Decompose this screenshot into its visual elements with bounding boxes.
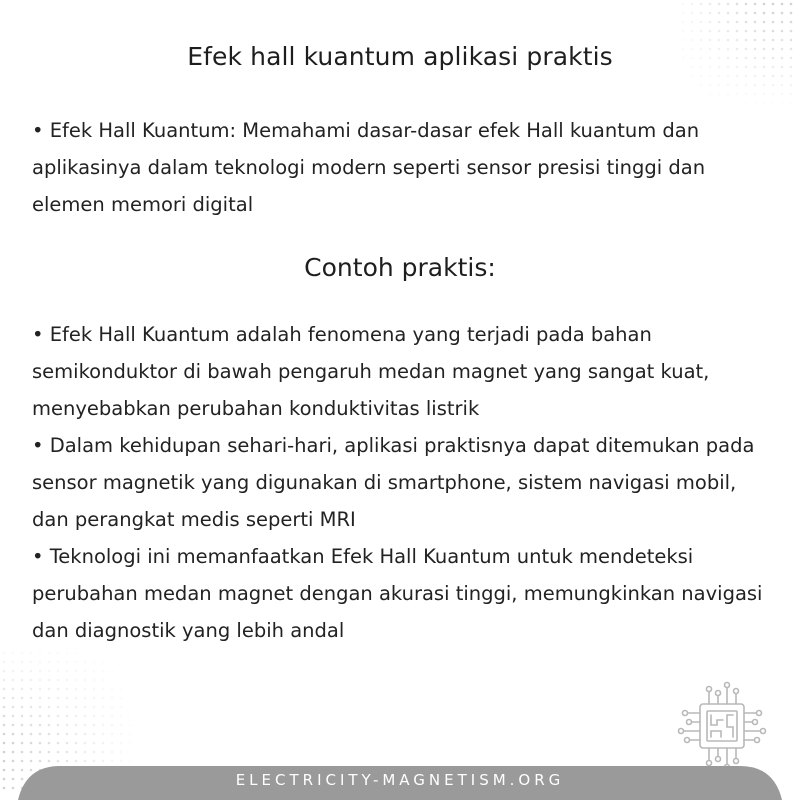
decorative-dot <box>129 724 132 727</box>
decorative-dot <box>39 706 42 709</box>
decorative-dot <box>30 742 33 745</box>
decorative-dot <box>48 679 51 682</box>
decorative-dot <box>48 652 51 655</box>
decorative-dot <box>39 697 42 700</box>
decorative-dot <box>727 39 730 42</box>
decorative-dot <box>772 21 775 24</box>
decorative-dot <box>21 706 24 709</box>
decorative-dot <box>66 652 69 655</box>
decorative-dot <box>3 652 6 655</box>
decorative-dot <box>691 3 694 6</box>
decorative-dot <box>12 751 15 754</box>
decorative-dot <box>21 751 24 754</box>
decorative-dot <box>48 706 51 709</box>
decorative-dot <box>93 661 96 664</box>
decorative-dot <box>48 733 51 736</box>
decorative-dot <box>772 102 775 105</box>
decorative-dot <box>709 93 712 96</box>
decorative-dot <box>12 661 15 664</box>
decorative-dot <box>111 688 114 691</box>
decorative-dot <box>754 102 757 105</box>
decorative-dot <box>3 661 6 664</box>
decorative-dot <box>781 3 784 6</box>
decorative-dot <box>21 652 24 655</box>
decorative-dot <box>12 688 15 691</box>
decorative-dot <box>75 751 78 754</box>
decorative-dot <box>763 39 766 42</box>
decorative-dot <box>727 12 730 15</box>
decorative-dot <box>772 39 775 42</box>
decorative-dot <box>30 679 33 682</box>
decorative-dot <box>120 751 123 754</box>
decorative-dot <box>102 742 105 745</box>
decorative-dot <box>39 760 42 763</box>
decorative-dot <box>790 84 793 87</box>
decorative-dot <box>84 715 87 718</box>
decorative-dot <box>718 30 721 33</box>
decorative-dot <box>48 697 51 700</box>
decorative-dot <box>754 39 757 42</box>
decorative-dot <box>754 84 757 87</box>
decorative-dot <box>57 706 60 709</box>
decorative-dot <box>120 688 123 691</box>
decorative-dot <box>700 30 703 33</box>
decorative-dot <box>3 706 6 709</box>
decorative-dot <box>682 3 685 6</box>
example-item: • Teknologi ini memanfaatkan Efek Hall Kuantum untuk mendeteksi perubahan medan magnet dengan akurasi tinggi, memungkinkan navigasi dan diagnostik yang lebih andal <box>32 545 763 642</box>
decorative-dot <box>84 733 87 736</box>
decorative-dot <box>691 84 694 87</box>
decorative-dot <box>93 688 96 691</box>
decorative-dot <box>84 706 87 709</box>
decorative-dot <box>30 670 33 673</box>
decorative-dot <box>709 30 712 33</box>
decorative-dot <box>57 679 60 682</box>
decorative-dot <box>120 679 123 682</box>
decorative-dot <box>700 21 703 24</box>
decorative-dot <box>745 3 748 6</box>
decorative-dot <box>709 84 712 87</box>
decorative-dot <box>30 715 33 718</box>
decorative-dot <box>66 715 69 718</box>
decorative-dot <box>3 697 6 700</box>
decorative-dot <box>781 21 784 24</box>
decorative-dot <box>102 715 105 718</box>
decorative-dot <box>682 39 685 42</box>
decorative-dot <box>48 688 51 691</box>
decorative-dot <box>129 751 132 754</box>
decorative-dot <box>727 21 730 24</box>
example-item: • Dalam kehidupan sehari-hari, aplikasi praktisnya dapat ditemukan pada sensor magnetik yang digunakan di smartphone, sistem navigasi mobil, dan perangkat medis seperti MRI <box>32 434 755 531</box>
decorative-dot <box>30 661 33 664</box>
decorative-dot <box>120 724 123 727</box>
decorative-dot <box>718 3 721 6</box>
decorative-dot <box>57 697 60 700</box>
decorative-dot <box>709 39 712 42</box>
decorative-dot <box>745 12 748 15</box>
page-title: Efek hall kuantum aplikasi praktis <box>187 42 613 71</box>
decorative-dot <box>745 93 748 96</box>
decorative-dot <box>790 102 793 105</box>
decorative-dot <box>790 3 793 6</box>
decorative-dot <box>709 75 712 78</box>
decorative-dot <box>39 670 42 673</box>
decorative-dot <box>790 12 793 15</box>
decorative-dot <box>75 661 78 664</box>
decorative-dot <box>93 742 96 745</box>
decorative-dot <box>102 760 105 763</box>
decorative-dot <box>12 715 15 718</box>
decorative-dot <box>120 697 123 700</box>
decorative-dot <box>66 679 69 682</box>
decorative-dot <box>30 724 33 727</box>
decorative-dot <box>111 760 114 763</box>
decorative-dot <box>111 733 114 736</box>
decorative-dot <box>21 742 24 745</box>
decorative-dot <box>12 733 15 736</box>
decorative-dot <box>745 102 748 105</box>
decorative-dot <box>3 670 6 673</box>
decorative-dot <box>102 697 105 700</box>
decorative-dot <box>754 93 757 96</box>
decorative-dot <box>709 21 712 24</box>
decorative-dot <box>3 715 6 718</box>
decorative-dot <box>682 12 685 15</box>
decorative-dot <box>745 84 748 87</box>
decorative-dot <box>129 715 132 718</box>
decorative-dot <box>21 715 24 718</box>
decorative-dot <box>66 697 69 700</box>
decorative-dot <box>57 724 60 727</box>
example-item: • Efek Hall Kuantum adalah fenomena yang terjadi pada bahan semikonduktor di bawah pengaruh medan magnet yang sangat kuat, menyebabkan perubahan konduktivitas listrik <box>32 323 710 420</box>
decorative-dot <box>754 75 757 78</box>
circuit-chip-icon <box>676 680 768 772</box>
decorative-dot <box>30 760 33 763</box>
decorative-dot <box>39 742 42 745</box>
decorative-dot <box>93 733 96 736</box>
decorative-dot <box>12 760 15 763</box>
decorative-dot <box>790 93 793 96</box>
decorative-dot <box>84 688 87 691</box>
decorative-dot <box>57 715 60 718</box>
decorative-dot <box>3 688 6 691</box>
decorative-dot <box>39 724 42 727</box>
decorative-dot <box>57 751 60 754</box>
decorative-dot <box>66 760 69 763</box>
decorative-dot <box>93 706 96 709</box>
decorative-dot <box>745 21 748 24</box>
decorative-dot <box>66 724 69 727</box>
decorative-dot <box>39 688 42 691</box>
decorative-dot <box>75 742 78 745</box>
decorative-dot <box>763 12 766 15</box>
decorative-dot <box>93 679 96 682</box>
decorative-dot <box>781 84 784 87</box>
decorative-dot <box>30 751 33 754</box>
decorative-dot <box>781 75 784 78</box>
decorative-dot <box>754 3 757 6</box>
decorative-dot <box>12 742 15 745</box>
decorative-dot <box>691 21 694 24</box>
decorative-dot <box>48 661 51 664</box>
decorative-dot <box>691 30 694 33</box>
decorative-dot <box>718 93 721 96</box>
decorative-dot <box>39 661 42 664</box>
decorative-dot <box>3 724 6 727</box>
decorative-dot <box>727 30 730 33</box>
decorative-dot <box>84 697 87 700</box>
decorative-dot <box>84 751 87 754</box>
decorative-dot <box>102 688 105 691</box>
decorative-dot <box>84 724 87 727</box>
decorative-dot <box>75 724 78 727</box>
decorative-dot <box>736 39 739 42</box>
decorative-dot <box>102 733 105 736</box>
decorative-dot <box>718 84 721 87</box>
decorative-dot <box>736 30 739 33</box>
decorative-dot <box>12 670 15 673</box>
decorative-dot <box>763 102 766 105</box>
decorative-dot <box>75 688 78 691</box>
decorative-dot <box>3 679 6 682</box>
decorative-dot <box>781 102 784 105</box>
decorative-dot <box>84 661 87 664</box>
decorative-dot <box>93 670 96 673</box>
decorative-dot <box>39 733 42 736</box>
decorative-dot <box>754 12 757 15</box>
decorative-dot <box>102 724 105 727</box>
decorative-dot <box>30 706 33 709</box>
decorative-dot <box>790 21 793 24</box>
decorative-dot <box>763 84 766 87</box>
decorative-dot <box>93 715 96 718</box>
examples-heading: Contoh praktis: <box>304 253 496 282</box>
decorative-dot <box>66 661 69 664</box>
decorative-dot <box>57 760 60 763</box>
decorative-dot <box>111 697 114 700</box>
decorative-dot <box>727 84 730 87</box>
decorative-dot <box>39 715 42 718</box>
decorative-dot <box>111 751 114 754</box>
decorative-dot <box>709 12 712 15</box>
decorative-dot <box>75 670 78 673</box>
decorative-dot <box>111 715 114 718</box>
decorative-dot <box>691 39 694 42</box>
decorative-dot <box>745 75 748 78</box>
decorative-dot <box>102 751 105 754</box>
decorative-dot <box>75 679 78 682</box>
decorative-dot <box>21 733 24 736</box>
decorative-dot <box>718 39 721 42</box>
decorative-dot <box>754 21 757 24</box>
decorative-dot <box>30 652 33 655</box>
decorative-dot <box>718 75 721 78</box>
decorative-dot <box>57 733 60 736</box>
decorative-dot <box>84 742 87 745</box>
decorative-dot <box>700 3 703 6</box>
decorative-dot <box>21 670 24 673</box>
decorative-dot <box>75 760 78 763</box>
decorative-dot <box>75 733 78 736</box>
decorative-dot <box>57 670 60 673</box>
decorative-dot <box>12 706 15 709</box>
decorative-dot <box>75 697 78 700</box>
decorative-dot <box>700 84 703 87</box>
decorative-dot <box>39 652 42 655</box>
decorative-dot <box>120 706 123 709</box>
decorative-dot <box>709 3 712 6</box>
decorative-dot <box>781 93 784 96</box>
decorative-dot <box>700 12 703 15</box>
decorative-dot <box>727 93 730 96</box>
decorative-dot <box>754 30 757 33</box>
decorative-dot <box>111 670 114 673</box>
decorative-dot <box>763 30 766 33</box>
decorative-dot <box>84 760 87 763</box>
decorative-dot <box>129 742 132 745</box>
decorative-dot <box>75 715 78 718</box>
decorative-dot <box>111 679 114 682</box>
decorative-dot <box>57 742 60 745</box>
decorative-dot <box>772 30 775 33</box>
decorative-dot <box>727 75 730 78</box>
decorative-dot <box>781 12 784 15</box>
decorative-dot <box>129 733 132 736</box>
decorative-dot <box>57 661 60 664</box>
decorative-dot <box>772 84 775 87</box>
decorative-dot <box>75 652 78 655</box>
decorative-dot <box>736 12 739 15</box>
decorative-dot <box>700 39 703 42</box>
decorative-dot <box>66 742 69 745</box>
decorative-dot <box>93 760 96 763</box>
decorative-dot <box>39 679 42 682</box>
decorative-dot <box>691 75 694 78</box>
decorative-dot <box>727 3 730 6</box>
decorative-dot <box>21 697 24 700</box>
decorative-dot <box>66 670 69 673</box>
decorative-dot <box>781 30 784 33</box>
decorative-dot <box>12 652 15 655</box>
decorative-dot <box>120 715 123 718</box>
decorative-dot <box>120 742 123 745</box>
decorative-dot <box>682 30 685 33</box>
decorative-dot <box>48 751 51 754</box>
decorative-dot <box>21 760 24 763</box>
decorative-dot <box>48 742 51 745</box>
decorative-dot <box>3 733 6 736</box>
decorative-dot <box>790 39 793 42</box>
site-url: ELECTRICITY-MAGNETISM.ORG <box>235 771 565 789</box>
decorative-dot <box>30 733 33 736</box>
decorative-dot <box>745 39 748 42</box>
decorative-dot <box>3 760 6 763</box>
decorative-dot <box>736 75 739 78</box>
decorative-dot <box>21 679 24 682</box>
decorative-dot <box>3 742 6 745</box>
decorative-dot <box>111 706 114 709</box>
decorative-dot <box>75 706 78 709</box>
decorative-dot <box>763 75 766 78</box>
decorative-dot <box>111 742 114 745</box>
decorative-dot <box>120 733 123 736</box>
decorative-dot <box>84 679 87 682</box>
decorative-dot <box>790 75 793 78</box>
decorative-dot <box>718 12 721 15</box>
decorative-dot <box>66 751 69 754</box>
decorative-dot <box>93 724 96 727</box>
decorative-dot <box>691 12 694 15</box>
decorative-dot <box>736 21 739 24</box>
decorative-dot <box>48 715 51 718</box>
decorative-dot <box>93 751 96 754</box>
decorative-dot <box>120 760 123 763</box>
decorative-dot <box>781 39 784 42</box>
decorative-dot <box>93 697 96 700</box>
decorative-dot <box>57 652 60 655</box>
decorative-dot <box>12 724 15 727</box>
decorative-dot <box>736 84 739 87</box>
decorative-dot <box>772 93 775 96</box>
decorative-dot <box>66 706 69 709</box>
decorative-dot <box>30 697 33 700</box>
decorative-dot <box>790 30 793 33</box>
examples-list <box>32 316 777 649</box>
decorative-dot <box>700 75 703 78</box>
footer-banner <box>0 766 800 800</box>
decorative-dot <box>102 706 105 709</box>
decorative-dot <box>3 751 6 754</box>
decorative-dot <box>763 93 766 96</box>
decorative-dot <box>21 724 24 727</box>
decorative-dot <box>12 679 15 682</box>
decorative-dot <box>682 21 685 24</box>
decorative-dot <box>111 724 114 727</box>
decorative-dot <box>57 688 60 691</box>
decorative-dot <box>84 670 87 673</box>
decorative-dot <box>30 688 33 691</box>
decorative-dot <box>763 3 766 6</box>
decorative-dot <box>21 661 24 664</box>
decorative-dot <box>772 12 775 15</box>
decorative-dot <box>772 75 775 78</box>
decorative-dot <box>736 93 739 96</box>
decorative-dot <box>129 760 132 763</box>
decorative-dot <box>736 3 739 6</box>
decorative-dot <box>48 724 51 727</box>
decorative-dot <box>763 21 766 24</box>
intro-bullet: • Efek Hall Kuantum: Memahami dasar-dasar efek Hall kuantum dan aplikasinya dalam teknologi modern seperti sensor presisi tinggi dan elemen memori digital <box>32 119 706 216</box>
decorative-dot <box>84 652 87 655</box>
decorative-dot <box>102 679 105 682</box>
decorative-dot <box>102 661 105 664</box>
decorative-dot <box>48 670 51 673</box>
decorative-dot <box>12 697 15 700</box>
decorative-dot <box>745 30 748 33</box>
decorative-dot <box>772 3 775 6</box>
decorative-dot <box>48 760 51 763</box>
decorative-dot <box>21 688 24 691</box>
decorative-dot <box>66 733 69 736</box>
decorative-dot <box>66 688 69 691</box>
decorative-dot <box>39 751 42 754</box>
decorative-dot <box>102 670 105 673</box>
decorative-dot <box>718 21 721 24</box>
